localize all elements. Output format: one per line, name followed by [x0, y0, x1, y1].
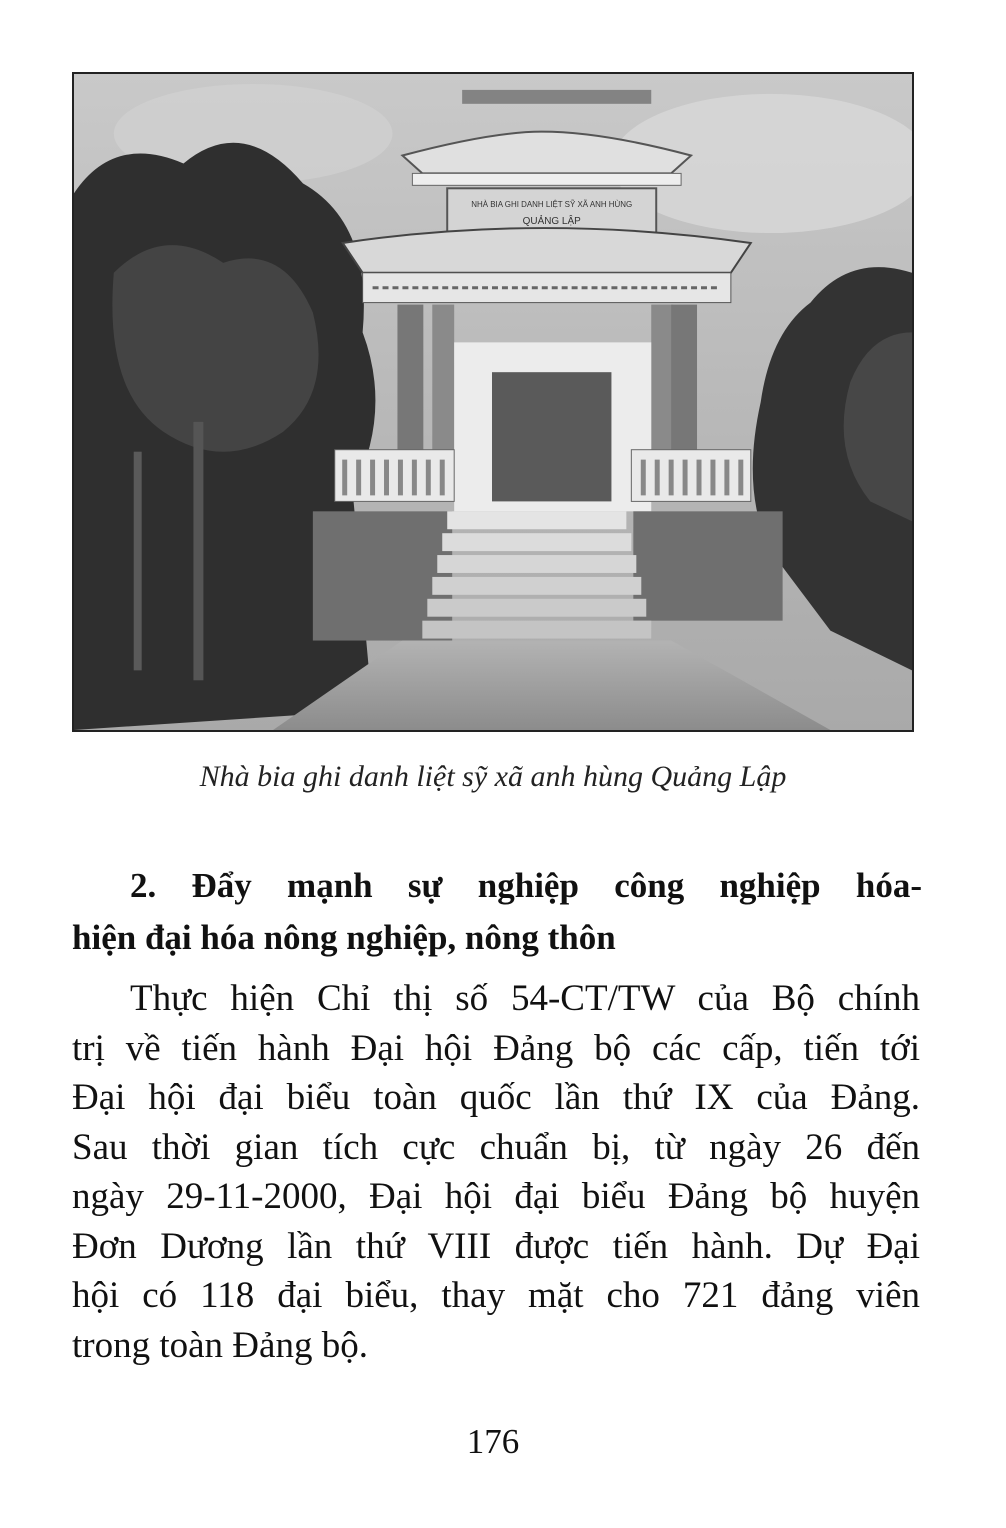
memorial-photo — [72, 72, 914, 732]
section-heading — [72, 860, 922, 964]
paragraph-line: trong toàn Đảng bộ. — [72, 1324, 368, 1366]
section-heading-line2: hiện đại hóa nông nghiệp, nông thôn — [72, 918, 616, 957]
page-number: 176 — [466, 1422, 520, 1461]
photo-caption: Nhà bia ghi danh liệt sỹ xã anh hùng Quảng Lập — [199, 760, 787, 793]
paragraph-line: ngày 29-11-2000, Đại hội đại biểu Đảng bộ huyện — [72, 1176, 920, 1217]
paragraph-line: Đại hội đại biểu toàn quốc lần thứ IX của Đảng. — [72, 1077, 920, 1118]
paragraph-line: Thực hiện Chỉ thị số 54-CT/TW của Bộ chính — [130, 978, 920, 1019]
body-paragraph — [72, 974, 920, 1370]
sign-text-line1: NHÀ BIA GHI DANH LIỆT SỸ XÃ ANH HÙNG — [471, 200, 633, 210]
paragraph-line: Đơn Dương lần thứ VIII được tiến hành. Dự Đại — [72, 1225, 920, 1267]
memorial-photo-illustration — [74, 74, 912, 730]
section-heading-line1: 2. Đẩy mạnh sự nghiệp công nghiệp hóa- — [130, 866, 922, 905]
sign-text-line2: QUẢNG LẬP — [522, 216, 581, 228]
paragraph-line: hội có 118 đại biểu, thay mặt cho 721 đảng viên — [72, 1275, 920, 1316]
paragraph-line: trị về tiến hành Đại hội Đảng bộ các cấp, tiến tới — [72, 1027, 920, 1069]
paragraph-line: Sau thời gian tích cực chuẩn bị, từ ngày 26 đến — [72, 1126, 920, 1168]
